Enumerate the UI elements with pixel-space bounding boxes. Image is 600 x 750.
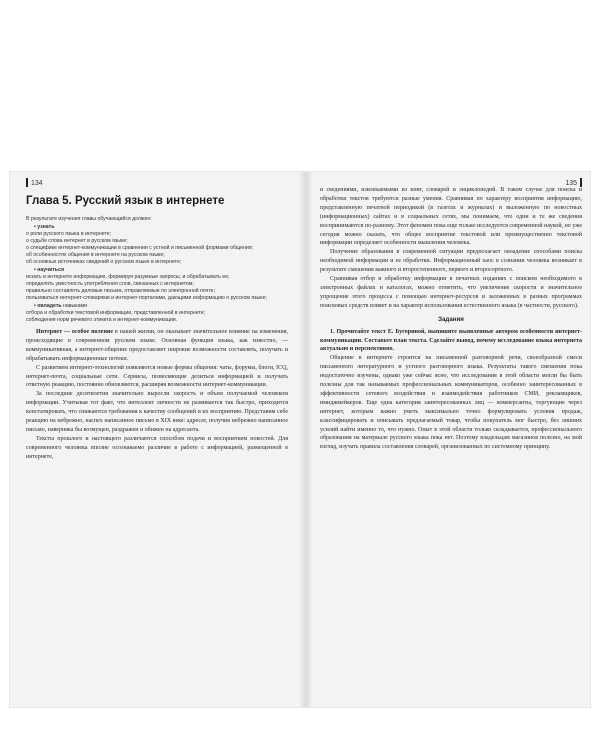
know-item: об особенностях общения в интернете на русском языке; xyxy=(26,252,165,258)
body-paragraph: Интернет — особое явление в нашей жизни, он оказывает значительное влияние на изменения, происходящие в современном русском языке. Основная функция языка, как известно, — коммуникативная, а интернет-общение предоставляет широкие возможности составлять, получать и обрабатывать информационные потоки. xyxy=(26,329,288,362)
body-paragraph: и сведениями, извлекаемыми из книг, словарей и энциклопедий. В таком случае для поиска и обработки текстов требуются разные умения. Сравнивая по характеру восприятия информацию, представленную печатной периодикой (в газетах и журналах) и выложенную по новостных (информационных) сайтах и в социальных сетях, мы понимаем, что одни и те же сведения воспринимаются по-разному. Этот феномен пока еще только исследуется современной наукой, но уже сегодня можно сказать, что общее восприятие текстовой или преимущественно текстовой информации определяет особенности мышления человека. xyxy=(320,187,582,247)
master-label: • овладеть навыками xyxy=(26,303,288,310)
right-page xyxy=(312,172,590,707)
chapter-intro: В результате изучения главы обучающийся должен: xyxy=(26,216,152,222)
body-paragraph: За последние десятилетия значительно выросли скорость и объем получаемой человеком информации. Учитывая тот факт, что интеллект личности не развивается так быстро, приходится констатировать, что снижаются требования к качеству сообщений и их восприятию. Представим себе реакцию на небрежно, наспех написанное письмо в XIX веке: адресат, получив небрежно написанное письмо, наверняка бы возмущен, раздражен и обижен на адресанта. xyxy=(26,391,288,433)
master-item: соблюдения норм речевого этикета и интернет-коммуникации. xyxy=(26,317,178,323)
left-page xyxy=(10,172,300,707)
learn-item: пользоваться интернет-словарями и интернет-порталами, дающими информацию о русском языке; xyxy=(26,295,267,301)
learn-item: определять уместность употребления слов, связанных с интернетом; xyxy=(26,281,194,287)
body-paragraph: С развитием интернет-технологий появляются новые формы общения: чаты, форумы, блоги, ICQ, интернет-почта, социальные сети. Сервисы, позволяющие делиться информацией и получать ответную реакцию, постоянно обновляются, расширяя возможности интернет-коммуникации. xyxy=(26,364,288,389)
right-page-content xyxy=(320,186,582,452)
learn-label: • научиться xyxy=(26,267,288,274)
left-page-content xyxy=(26,216,288,462)
task-text-paragraph: Общение в интернете строится на письменной разговорной речи, своеобразной смеси письменного литературного и устного разговорного языка. Результаты такого смешения пока недостаточно изучены, однако уже сейчас ясно, что исследования в этой области могли бы быть полезны для так называемых профессиональных коммуникаторов, особенно заинтересованных в эффективности сетевого воздействия и взаимодействия работников СМИ, рекламщиков, имиджмейкеров. Еще одна категория заинтересованных лиц — коммерсанты, торгующие через интернет, которым важно уметь максимально точно формулировать условия продаж, классифицировать и описывать предлагаемый товар, чтобы покупатель мог быстро, без лишних усилий найти именно то, что нужно. Опыт в этой области только складывается, профессионального образования на материале русского языка пока нет. Поэтому владельцам магазинов полезно, на мой взгляд, изучать правила составления словарей, организованных по системному принципу. xyxy=(320,355,582,451)
chapter-title: Глава 5. Русский язык в интернете xyxy=(26,195,225,207)
task-instruction: 1. Прочитайте текст Е. Бугориной, выпишите выявленные автором особенности интернет-коммуникации. Составьте план текста. Сделайте вывод, почему исследование языка интернета актуально и перспективно. xyxy=(320,328,582,353)
book-spread xyxy=(10,172,590,707)
know-item: о специфике интернет-коммуникации в сравнении с устной и письменной формами общения; xyxy=(26,245,253,251)
body-paragraph: Тексты прошлого и настоящего различаются способом подачи и восприятием новостей. Для современного человека вполне осознаваемо различие в работе с информацией, размещенной в интернете, xyxy=(26,435,288,460)
right-page-number: 135 xyxy=(565,178,582,187)
know-item: о судьбе слова интернет в русском языке; xyxy=(26,238,128,244)
know-label: • узнать xyxy=(26,224,288,231)
know-item: о роли русского языка в интернете; xyxy=(26,231,112,237)
body-paragraph: Получение образования в современной ситуации предполагает овладение способами поиска необходимой информации и ее обработки. Информационный хаос в сознании человека возникает в результате смешения важного и второстепенного, первого и второсортного. xyxy=(320,249,582,274)
know-item: об основных источниках сведений о русском языке в интернете; xyxy=(26,259,182,265)
body-paragraph: Сравнивая отбор и обработку информации в печатных изданиях с поиском необходимого в электронных файлах и каталогах, можно отметить, что увеличение скорости и значительное упрощение этого процесса с помощью интернет-ресурсов и заложенных в разных программах поисковых средств влияет и на характер использования естественного языка (в частности, русского). xyxy=(320,276,582,309)
learn-item: искать в интернете информацию, формируя разумные запросы, и обрабатывать ее; xyxy=(26,274,230,280)
left-page-number: 134 xyxy=(26,178,43,187)
tasks-heading: Задания xyxy=(438,315,464,323)
learn-item: правильно составлять деловые письма, отправляемые по электронной почте; xyxy=(26,288,215,294)
book-gutter xyxy=(299,172,313,707)
master-item: отбора и обработки текстовой информации, представленной в интернете; xyxy=(26,310,206,316)
